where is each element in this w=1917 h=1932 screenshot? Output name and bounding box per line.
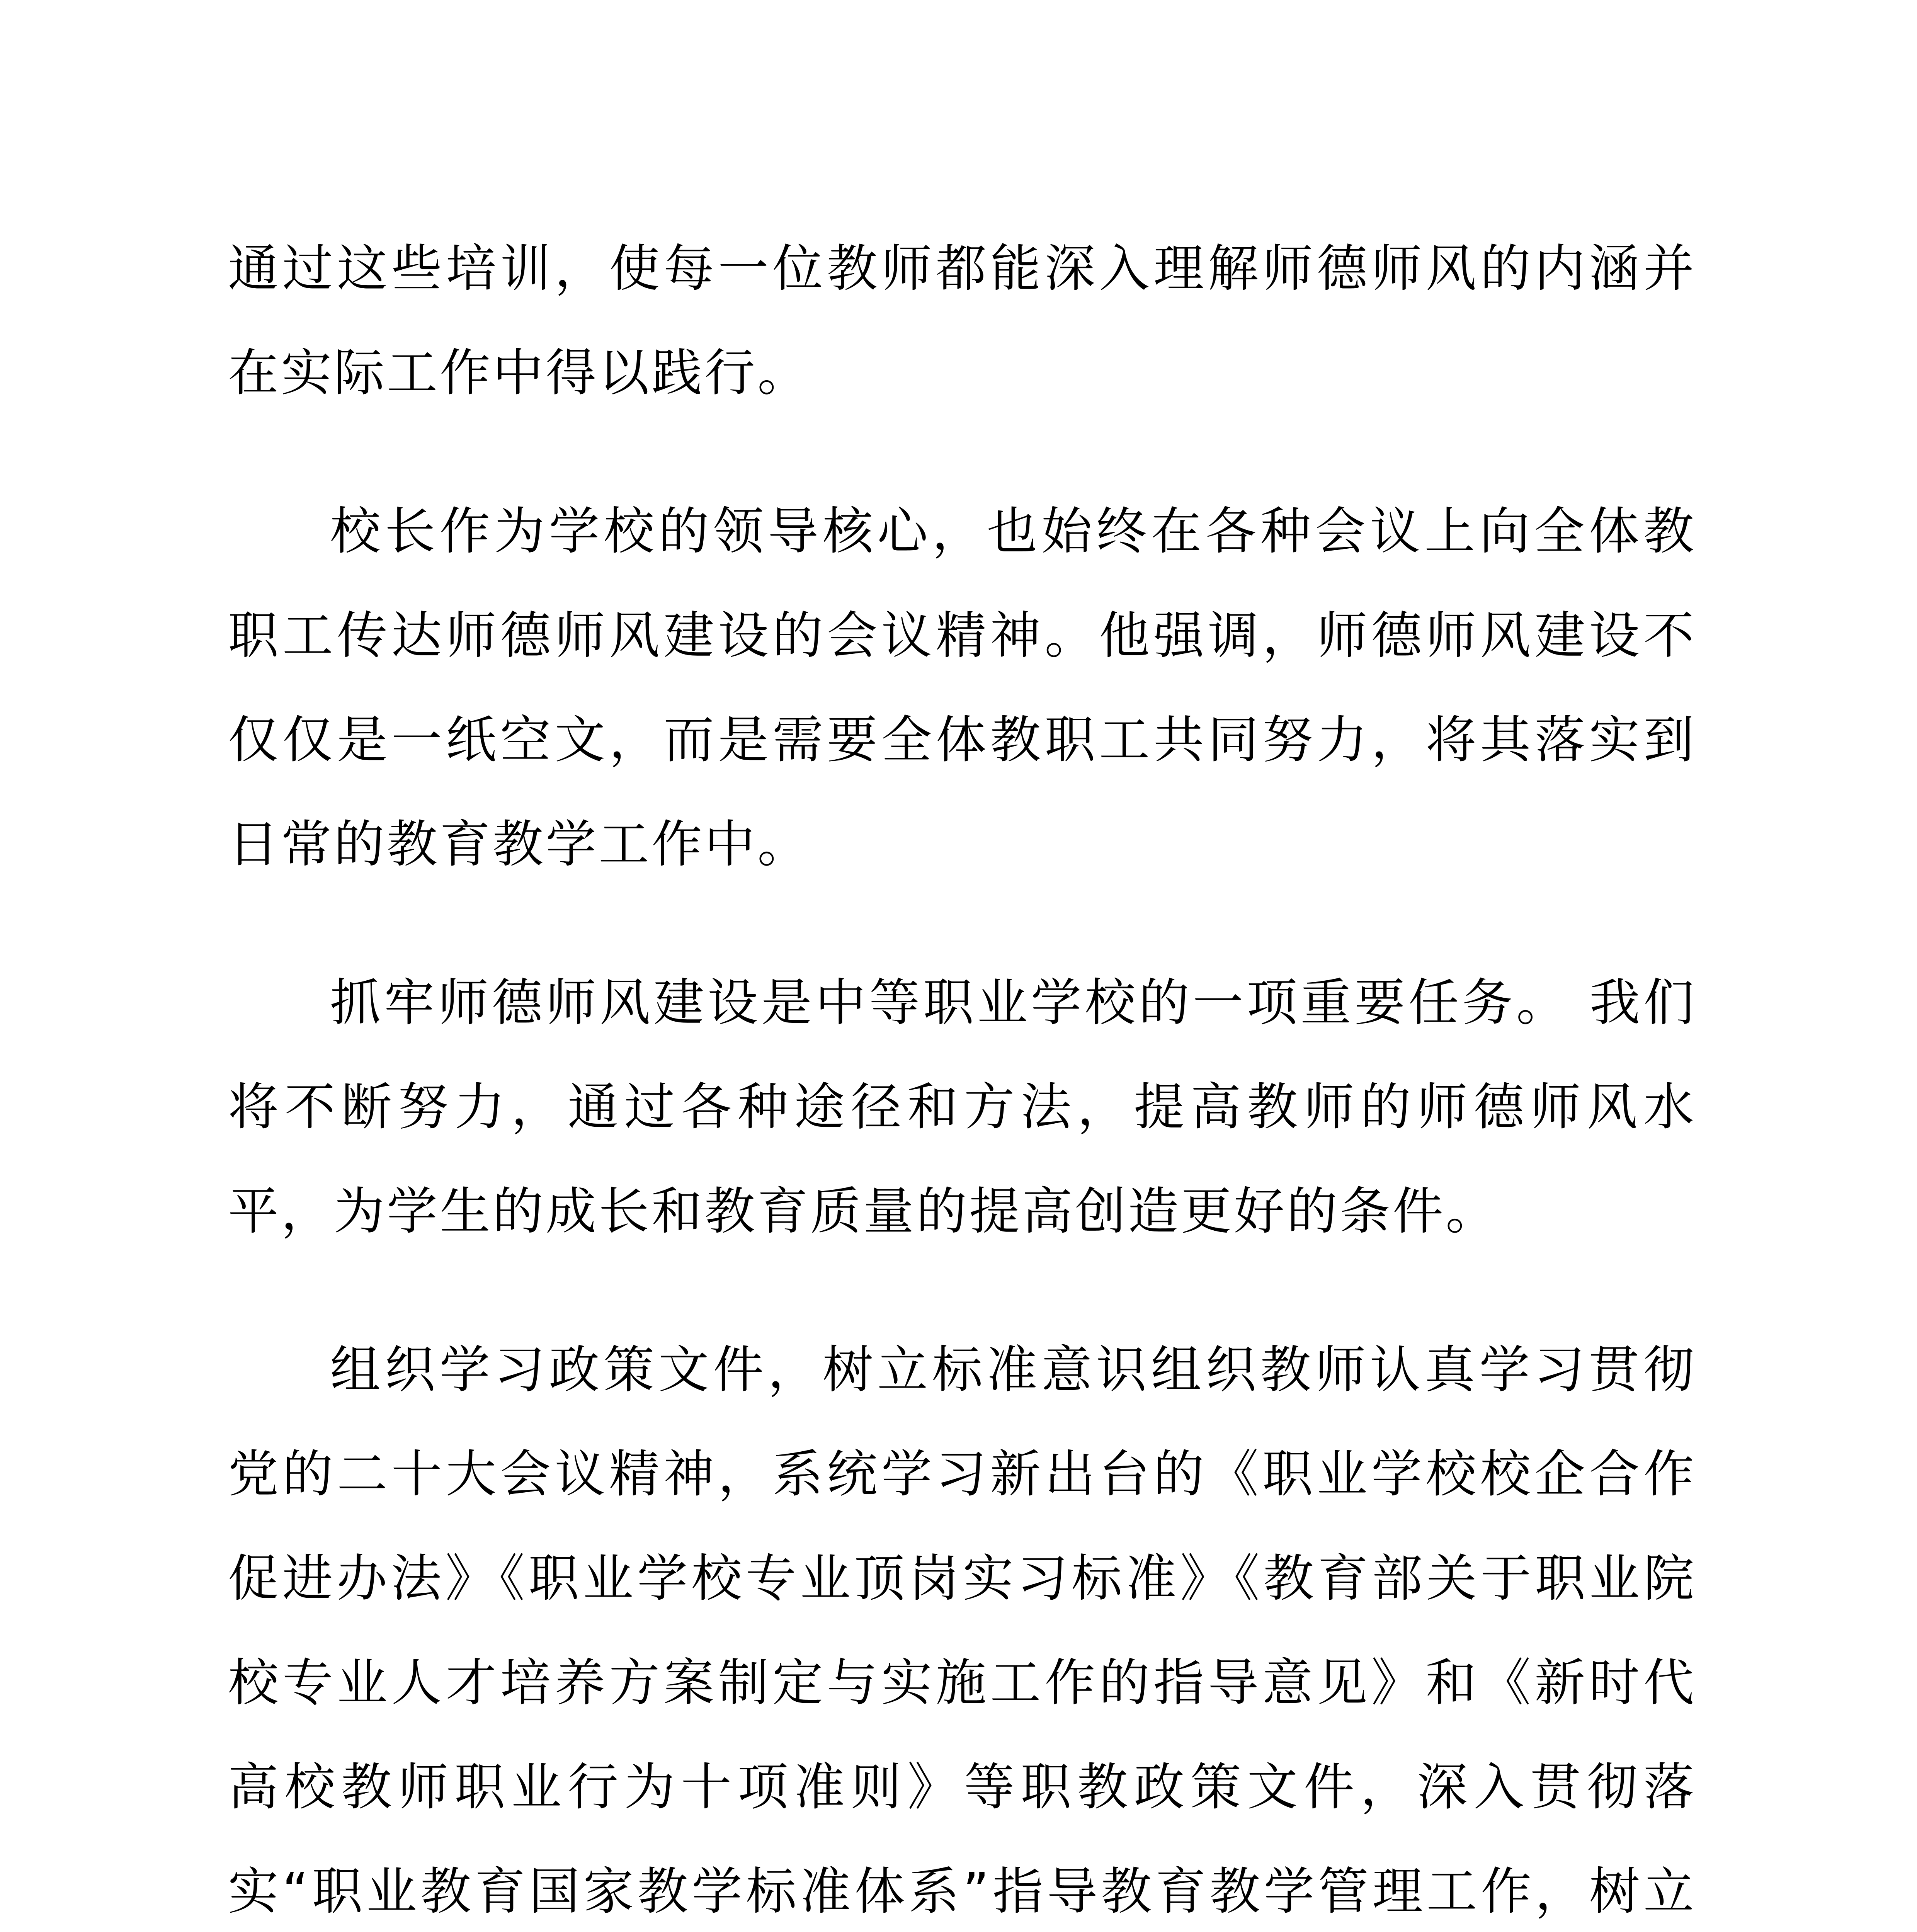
document-body (228, 216, 1696, 1932)
paragraph-training: 通过这些培训，使每一位教师都能深入理解师德师风的内涵并在实际工作中得以践行。 (228, 239, 1696, 402)
paragraph-policy-study: 组织学习政策文件，树立标准意识组织教师认真学习贯彻党的二十大会议精神，系统学习新出台的《职业学校校企合作促进办法》《职业学校专业顶岗实习标准》《教育部关于职业院校专业人才培养方案制定与实施工作的指导意见》和《新时代高校教师职业行为十项准则》等职教政策文件，深入贯彻落实“职业教育国家教学标准体系”指导教育教学管理工作，树立 (228, 1340, 1697, 1921)
paragraph-task: 抓牢师德师风建设是中等职业学校的一项重要任务。 我们将不断努力，通过各种途径和方法，提高教师的师德师风水平，为学生的成长和教育质量的提高创造更好的条件。 (228, 973, 1696, 1241)
paragraph-principal: 校长作为学校的领导核心，也始终在各种会议上向全体教职工传达师德师风建设的会议精神。他强调，师德师风建设不仅仅是一纸空文，而是需要全体教职工共同努力，将其落实到日常的教育教学工作中。 (228, 502, 1696, 874)
